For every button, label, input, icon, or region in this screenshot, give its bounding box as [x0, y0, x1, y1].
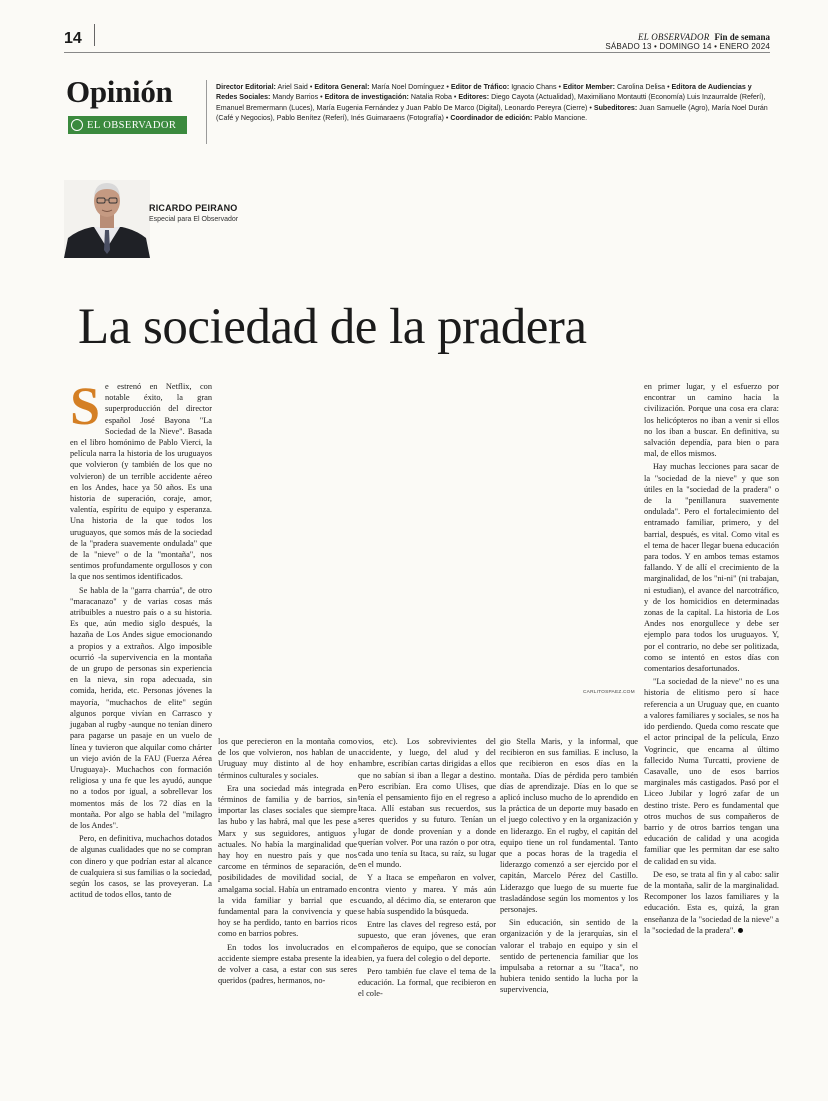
credit-role: Subeditores: — [593, 103, 638, 112]
end-mark-icon — [738, 928, 743, 933]
credit-role: Editora General: — [314, 83, 370, 91]
credit-name: Diego Cayota (Actualidad), Maximiliano Montautti (Economía) Luis Inzaurralde (Referí), Emanuel Bremermann (Luces), María Eugenia Fernández y Juan Pablo De Marco (Digital), Leonardo Pereyra (Cierre) — [216, 93, 766, 112]
logo-text: EL OBSERVADOR — [87, 119, 177, 131]
author-name: RICARDO PEIRANO — [149, 203, 238, 213]
credit-role: Coordinador de edición: — [450, 113, 533, 122]
article-column-5 — [644, 381, 779, 938]
article-paragraph: Hay muchas lecciones para sacar de la "sociedad de la nieve" y que son útiles en la "sociedad de la pradera" o de la "penillanura suavemente ondulada". Pero el fortalecimiento del entramado familiar, primero, y del barrial, después, es vital. Como vital es el tema de hacer llegar buena educación para todos. Y en ambos temas estamos fallando. Y de allí el crecimiento de la marginalidad, de los "ni-ni" (ni trabajan, ni estudian), el avance del narcotráfico, y de los homicidios en determinadas zonas de la capital. La historia de Los Andes nos enorgullece y debe ser ejemplo para todos los uruguayos. Y, por el contrario, no debe ser politizada, como se intentó en estos días con comentarios desafortunados. — [644, 462, 779, 674]
credit-role: Director Editorial: — [216, 83, 276, 91]
article-paragraph: De eso, se trata al fin y al cabo: salir de la montaña, salir de la marginalidad. Recomponer los lazos familiares y la educación. Esta es, quizá, la gran enseñanza de la "sociedad de la nieve" a la "sociedad de la pradera". — [644, 869, 779, 935]
header-brand: EL OBSERVADOR — [638, 32, 710, 42]
credit-role: Editora de Audiencias y Redes Sociales: — [216, 83, 752, 102]
drop-cap: S — [70, 376, 101, 436]
credit-role: Editor de Tráfico: — [450, 83, 510, 91]
article-paragraph: vios, etc). Los sobrevivientes del accidente, y luego, del alud y del hambre, escribían cartas dirigidas a ellos que no sabían si iban a llegar a destino. Pero escribían. Era como Ulises, que tenía el pensamiento fijo en el regreso a Itaca. Allí estaban sus recuerdos, sus seres queridos y su futuro. Tenían un lugar de donde provenían y a donde querían volver. Por una razón o por otra, cada uno tenía su Itaca, su raíz, su lugar en el mundo. — [358, 737, 496, 870]
article-column-3 — [358, 736, 496, 1002]
logo-ring-icon — [71, 119, 83, 131]
credit-name: Ariel Said — [275, 83, 308, 91]
header-masthead — [605, 30, 770, 51]
article-paragraph: Y a Itaca se empeñaron en volver, contra viento y marea. Y más aún cuando, al décimo día, se enteraron que se había suspendido la búsqueda. — [358, 873, 496, 917]
credit-name: Carolina Delisa — [615, 83, 666, 91]
photo-credit: CARLITOSPAEZ.COM — [583, 690, 635, 695]
credit-role: Editora de investigación: — [324, 93, 409, 102]
article-column-4 — [500, 736, 638, 998]
credit-name: Natalia Roba — [408, 93, 452, 102]
article-paragraph: en primer lugar, y el esfuerzo por encontrar un camino hacia la civilización. Porque una cosa era clara: los helicópteros no iban a venir si ellos no los iban a buscar. En definitiva, su salvación dependía, para bien o para mal, de ellos mismos. — [644, 382, 779, 459]
article-paragraph: Pero también fue clave el tema de la educación. La formal, que recibieron en el cole- — [358, 967, 496, 999]
section-title: Opinión — [66, 74, 173, 109]
article-column-1 — [70, 376, 212, 902]
credit-name: María Noel Domínguez — [369, 83, 445, 91]
staff-credits: Director Editorial: Ariel Said • Editora General: María Noel Domínguez • Editor de Tráfico: Ignacio Chans • Editor Member: Carolina Delisa • Editora de Audiencias y Redes Sociales: Mandy Barrios • Editora de investigación: Natalia Roba • Editores: Diego Cayota (Actualidad), Maximiliano Montautti (Economía) Luis Inzaurralde (Referí), Emanuel Bremermann (Luces), María Eugenia Fernández y Juan Pablo De Marco (Digital), Leonardo Pereyra (Cierre) • Subeditores: Juan Samuelle (Agro), María Noel Durán (Café y Negocios), Pablo Benítez (Referí), Inés Guimaraens (Fotografía) • Coordinador de edición: Pablo Mancione. — [216, 83, 768, 122]
credit-name: Ignacio Chans — [509, 83, 557, 91]
article-paragraph: e estrenó en Netflix, con notable éxito, la gran superproducción del director español José Bayona "La Sociedad de la Nieve". Basada en el libro homónimo de Pablo Vierci, la película narra la historia de los uruguayos que volvieron (y también de los que no volvieron) de un terrible accidente aéreo en los Andes, hace ya 50 años. Es una historia de superación, coraje, amor, valentía, espíritu de equipo y esperanza. Una historia de la que todos los uruguayos, que somos más de la sociedad de la "pradera suavemente ondulada" que de la "nieve" o de la "montaña", nos sentimos profundamente orgullosos y con la que nos sentimos identificados. — [70, 382, 212, 582]
article-column-2 — [218, 736, 357, 988]
header-edition: Fin de semana — [714, 32, 770, 42]
article-paragraph: Pero, en definitiva, muchachos dotados de algunas cualidades que no se compran con dinero y que podrían estar al alcance de cualquiera si sus familias o la sociedad, según los casos, se las proveyeran. La actitud de todos ellos, tanto de — [70, 834, 212, 900]
article-title: La sociedad de la pradera — [78, 299, 587, 355]
article-paragraph: Sin educación, sin sentido de la organización y de la jerarquías, sin el valorar el trabajo en equipo y sin el sentido de pertenencia familiar que los impulsaba a retornar a su "Itaca", no hubiera tenido sentido la lucha por la supervivencia, — [500, 918, 638, 995]
article-paragraph: "La sociedad de la nieve" no es una historia de elitismo pero sí hace referencia a un Uruguay que, en cuanto a valores familiares y sociales, se nos ha ido perdiendo. Queda como rescate que el actor principal de la película, Enzo Vogrincic, que encarna al último fallecido Numa Turcatti, proviene de Casavalle, uno de esos barrios marginales más castigados. Pasó por el Liceo Jubilar y logró zafar de un destino triste. Pero es fundamental que otros muchos de sus compañeros de barrio y de otros barrios tengan una educación de calidad y una acogida familiar que les permitan dar ese salto de calidad en su vida. — [644, 677, 779, 866]
header-divider — [94, 24, 95, 46]
article-paragraph: gio Stella Maris, y la informal, que recibieron en sus familias. E incluso, la que recibieron en esos días en la montaña. Días de pérdida pero también días de aprendizaje. Días en lo que se aplicó incluso mucho de lo aprendido en la práctica de un deporte muy basado en el juego colectivo y en la organización y en liderazgo. En el rugby, el capitán del equipo tiene un rol fundamental. Tanto que a pocas horas de la tragedia el liderazgo comenzó a ser ejercido por el capitán, Marcelo Pérez del Castillo. Liderazgo que luego de su muerte fue trasladándose según los momentos y los personajes. — [500, 737, 638, 915]
credit-role: Editores: — [458, 93, 490, 102]
author-photo — [64, 180, 150, 258]
header-rule — [64, 52, 770, 53]
credit-role: Editor Member: — [562, 83, 616, 91]
article-paragraph: En todos los involucrados en el accidente siempre estaba presente la idea de volver a casa, a estar con sus seres queridos (padres, hermanos, no- — [218, 942, 357, 986]
credit-name: Juan Samuelle (Agro), María Noel Durán (Café y Negocios), Pablo Benítez (Referí), Inés Guimaraens (Fotografía) — [216, 103, 768, 122]
credit-name: Mandy Barrios — [270, 93, 319, 102]
page-number: 14 — [64, 30, 82, 47]
masthead-divider — [206, 80, 207, 144]
article-paragraph: los que perecieron en la montaña como de los que volvieron, nos hablan de un Uruguay muy distinto al de hoy en términos culturales y sociales. — [218, 737, 357, 780]
author-role: Especial para El Observador — [149, 216, 239, 223]
article-paragraph: Entre las claves del regreso está, por supuesto, que eran jóvenes, que eran compañeros de equipo, que se conocían bien, ya fuera del colegio o del deporte. — [358, 920, 496, 963]
article-paragraph: Se habla de la "garra charrúa", de otro "maracanazo" y de varias cosas más atribuibles a nuestro país o a su historia. Es que, aún medio siglo después, la hazaña de Los Andes sigue emocionando a propios y a extraños. Algo imposible ocurrió -la supervivencia en la montaña de un grupo de personas sin experiencia en la nieva, sin ropa adecuada, sin comida, herida, etc. Personas jóvenes la mayoría, "muchachos de elite" según algunos porque vivían en Carrasco y jugaban al rugby -aunque no tenían dinero para pagarse un pasaje en un vuelo de línea y tuvieron que alquilar como chárter un viejo avión de la FAU (Fuerza Aérea Uruguaya)-. Muchachos con formación religiosa y una fe que les ayudó, aunque no a todos por igual, a sobrellevar los momentos más de los 72 días en la montaña. Por algo se habla del "milagro de los Andes". — [70, 585, 212, 830]
header-date: SÁBADO 13 • DOMINGO 14 • ENERO 2024 — [605, 42, 770, 51]
credit-name: Pablo Mancione. — [532, 113, 588, 122]
author-portrait-icon — [64, 180, 150, 258]
article-paragraph: Era una sociedad más integrada en términos de familia y de barrios, sin importar las clases sociales que siempre las hubo y las habrá, mal que les pese a Marx y sus seguidores, antiguos y actuales. No había la marginalidad que hay hoy en nuestro país y que nos carcome en términos de separación, de posibilidades de movilidad social, de amalgama social. Había un entramado en la vida familiar y barrial que es fundamental para la convivencia y que hoy se ha perdido, tanto en barrios ricos como en barrios pobres. — [218, 783, 357, 939]
newspaper-logo — [68, 116, 187, 134]
